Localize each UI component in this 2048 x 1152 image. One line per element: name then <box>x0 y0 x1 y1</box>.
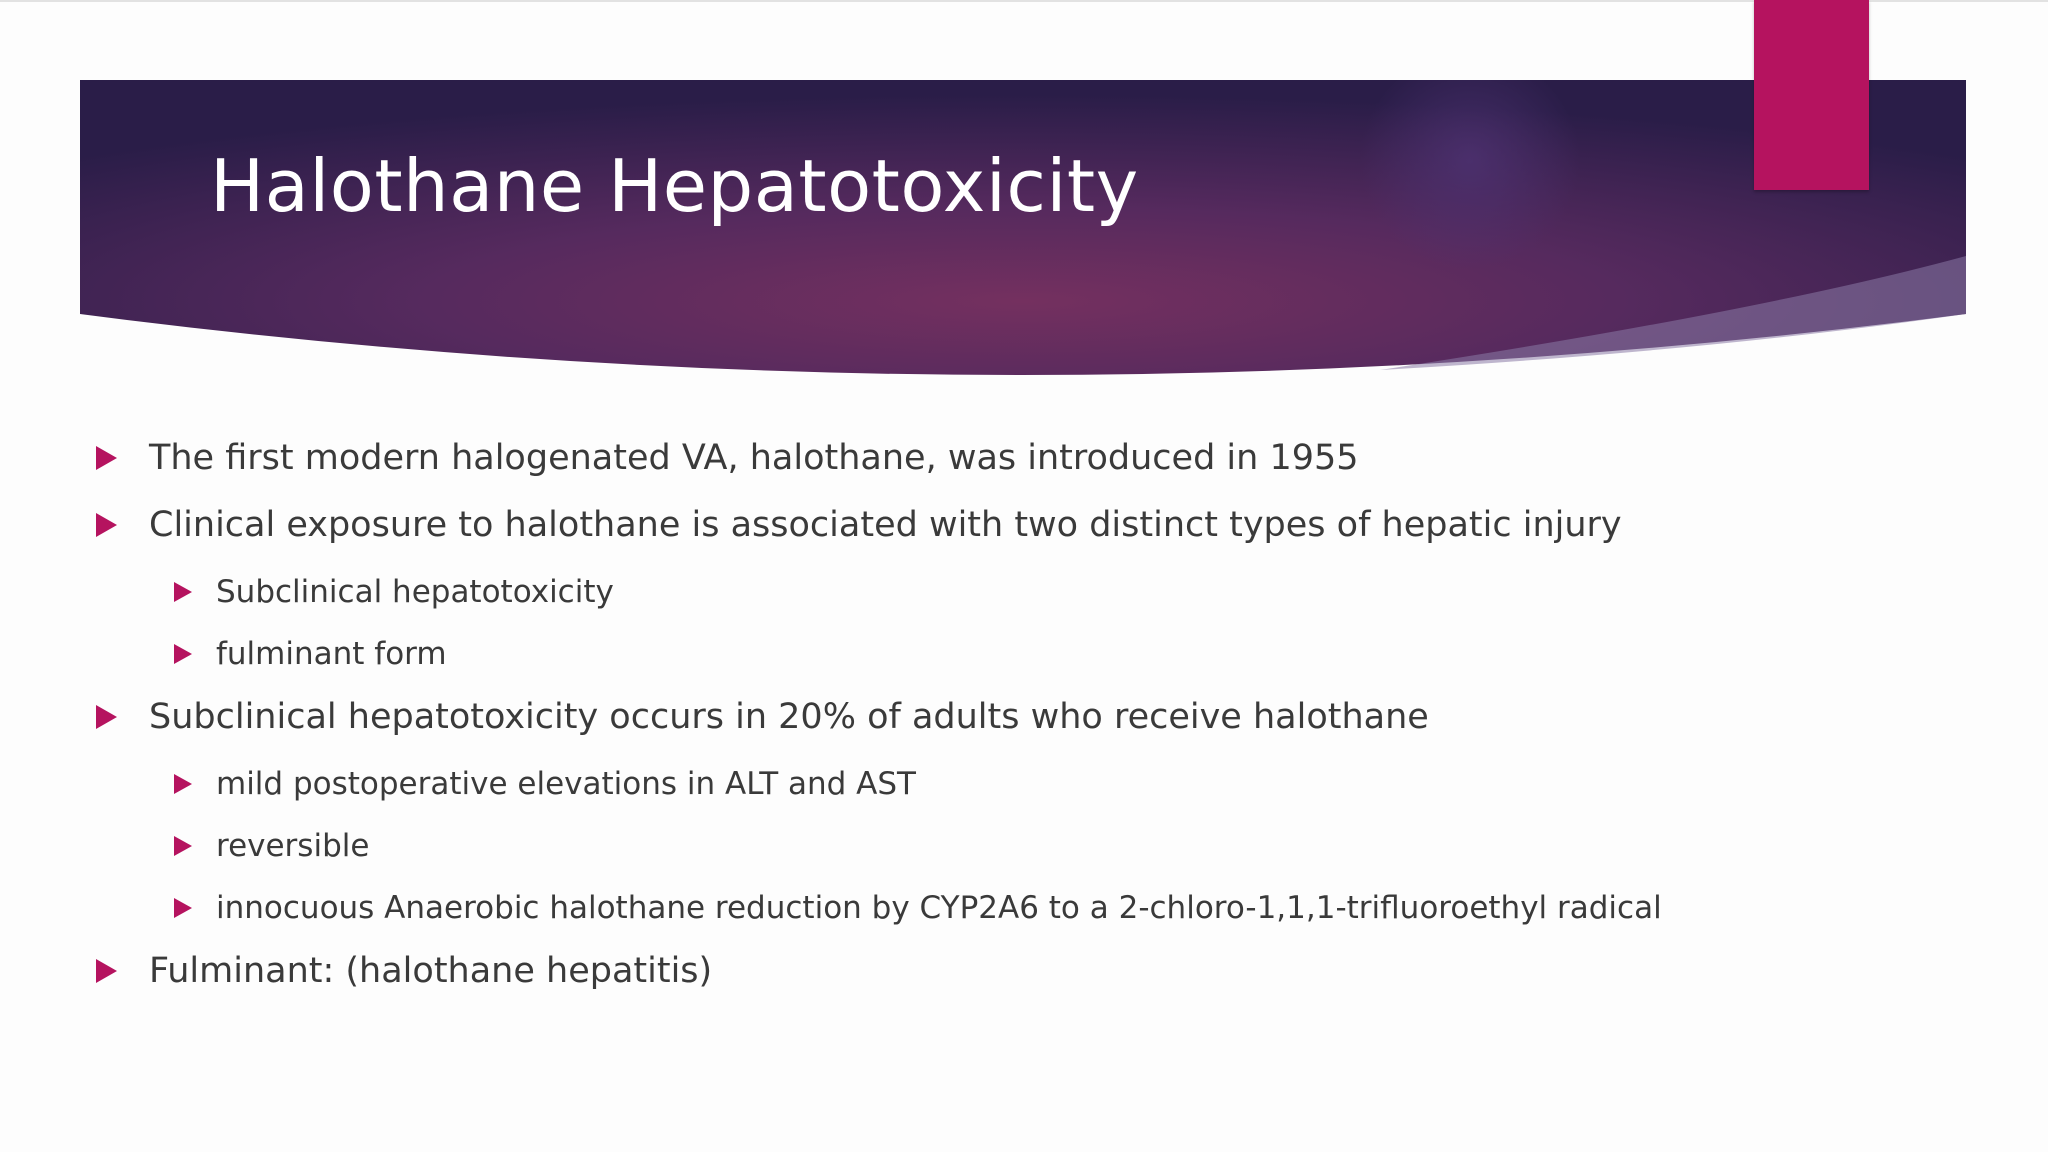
bullet-item <box>96 693 1429 741</box>
sub-bullet-item <box>174 763 916 805</box>
bullet-text: Fulminant: (halothane hepatitis) <box>149 951 713 991</box>
bullet-item <box>96 501 1622 549</box>
triangle-right-icon <box>96 446 117 470</box>
triangle-right-icon <box>174 898 192 918</box>
bullet-item <box>96 947 712 995</box>
sub-bullet-item <box>174 633 447 675</box>
slide-title: Halothane Hepatotoxicity <box>210 144 1139 228</box>
triangle-right-icon <box>174 836 192 856</box>
bullet-text: Subclinical hepatotoxicity <box>216 574 614 610</box>
sub-bullet-item <box>174 887 1662 929</box>
triangle-right-icon <box>96 705 117 729</box>
triangle-right-icon <box>174 644 192 664</box>
bullet-text: The first modern halogenated VA, halothane, was introduced in 1955 <box>149 438 1359 478</box>
bullet-text: Clinical exposure to halothane is associated with two distinct types of hepatic injury <box>149 505 1622 545</box>
triangle-right-icon <box>174 774 192 794</box>
bullet-text: Subclinical hepatotoxicity occurs in 20% of adults who receive halothane <box>149 697 1429 737</box>
bullet-text: reversible <box>216 828 370 864</box>
bullet-text: mild postoperative elevations in ALT and AST <box>216 766 916 802</box>
sub-bullet-item <box>174 825 369 867</box>
triangle-right-icon <box>96 959 117 983</box>
triangle-right-icon <box>96 513 117 537</box>
triangle-right-icon <box>174 582 192 602</box>
bullet-text: innocuous Anaerobic halothane reduction by CYP2A6 to a 2-chloro-1,1,1-trifluoroethyl radical <box>216 890 1662 926</box>
bullet-item <box>96 434 1359 482</box>
sub-bullet-item <box>174 571 614 613</box>
bullet-text: fulminant form <box>216 636 447 672</box>
